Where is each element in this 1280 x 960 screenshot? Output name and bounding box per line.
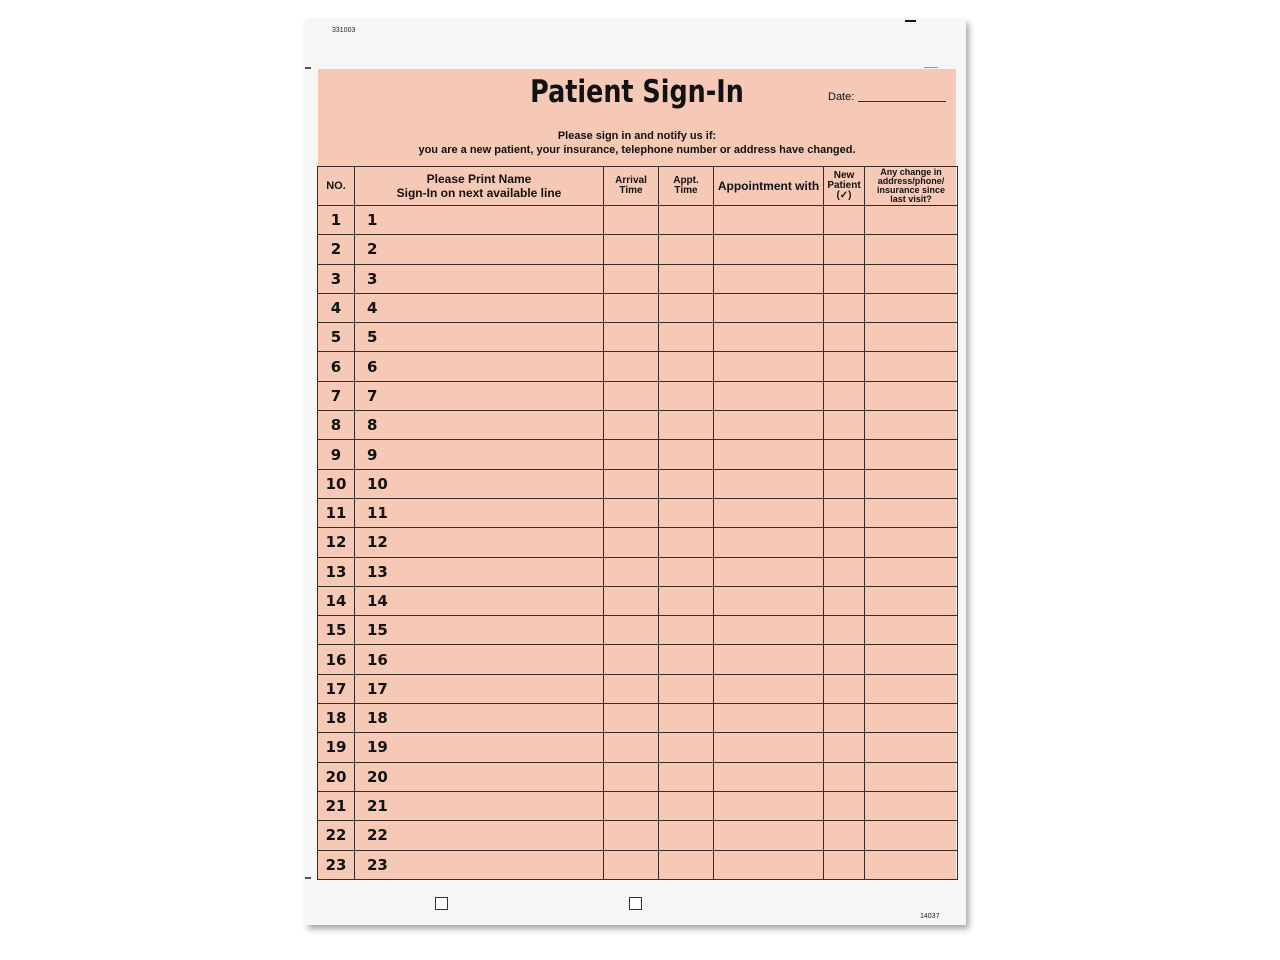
appt-time-field[interactable] (659, 293, 714, 322)
header-line: New (833, 170, 855, 181)
row-number: 23 (318, 850, 355, 879)
name-field[interactable]: 9 (355, 440, 604, 469)
notice (318, 129, 956, 157)
change-field[interactable] (865, 264, 958, 293)
appointment-with-field[interactable] (714, 206, 824, 235)
appt-time-field[interactable] (659, 674, 714, 703)
new-patient-field[interactable] (824, 411, 865, 440)
arrival-time-field[interactable] (604, 586, 659, 615)
name-field[interactable]: 7 (355, 381, 604, 410)
row-number: 15 (318, 616, 355, 645)
table-row (318, 264, 958, 293)
arrival-time-field[interactable] (604, 645, 659, 674)
table-row (318, 762, 958, 791)
header-arrival-time (604, 167, 659, 206)
table-row (318, 498, 958, 527)
arrival-time-field[interactable] (604, 674, 659, 703)
table-row (318, 733, 958, 762)
new-patient-field[interactable] (824, 616, 865, 645)
change-field[interactable] (865, 498, 958, 527)
notice-line: you are a new patient, your insurance, telephone number or address have changed. (418, 144, 856, 156)
perforation-mark (924, 67, 938, 68)
name-field[interactable]: 20 (355, 762, 604, 791)
appt-time-field[interactable] (659, 352, 714, 381)
appt-time-field[interactable] (659, 323, 714, 352)
new-patient-field[interactable] (824, 381, 865, 410)
appointment-with-field[interactable] (714, 293, 824, 322)
checkbox[interactable] (435, 897, 448, 910)
row-number: 13 (318, 557, 355, 586)
new-patient-field[interactable] (824, 498, 865, 527)
appointment-with-field[interactable] (714, 352, 824, 381)
table-row (318, 381, 958, 410)
table-row (318, 440, 958, 469)
appt-time-field[interactable] (659, 557, 714, 586)
name-field[interactable]: 16 (355, 645, 604, 674)
arrival-time-field[interactable] (604, 264, 659, 293)
change-field[interactable] (865, 791, 958, 820)
name-field[interactable]: 12 (355, 528, 604, 557)
table-row (318, 469, 958, 498)
change-field[interactable] (865, 645, 958, 674)
change-field[interactable] (865, 557, 958, 586)
name-field[interactable]: 13 (355, 557, 604, 586)
row-number: 16 (318, 645, 355, 674)
header-line: (✓) (836, 190, 852, 201)
table-row (318, 704, 958, 733)
arrival-time-field[interactable] (604, 411, 659, 440)
row-number: 6 (318, 352, 355, 381)
row-number: 11 (318, 498, 355, 527)
table-row (318, 850, 958, 879)
new-patient-field[interactable] (824, 791, 865, 820)
row-number: 19 (318, 733, 355, 762)
new-patient-field[interactable] (824, 674, 865, 703)
header-name (355, 167, 604, 206)
appointment-with-field[interactable] (714, 733, 824, 762)
change-field[interactable] (865, 411, 958, 440)
arrival-time-field[interactable] (604, 850, 659, 879)
date-field[interactable] (858, 101, 946, 102)
arrival-time-field[interactable] (604, 616, 659, 645)
appointment-with-field[interactable] (714, 616, 824, 645)
appt-time-field[interactable] (659, 850, 714, 879)
change-field[interactable] (865, 762, 958, 791)
appt-time-field[interactable] (659, 762, 714, 791)
name-field[interactable]: 1 (355, 206, 604, 235)
appointment-with-field[interactable] (714, 469, 824, 498)
perforation-mark (305, 67, 311, 69)
appt-time-field[interactable] (659, 206, 714, 235)
change-field[interactable] (865, 821, 958, 850)
table-row (318, 791, 958, 820)
header-name-line: Please Print Name (426, 172, 532, 186)
name-field[interactable]: 8 (355, 411, 604, 440)
table-row (318, 616, 958, 645)
new-patient-field[interactable] (824, 645, 865, 674)
change-field[interactable] (865, 352, 958, 381)
header-new-patient (824, 167, 865, 206)
appt-time-field[interactable] (659, 411, 714, 440)
new-patient-field[interactable] (824, 440, 865, 469)
perforation-mark (305, 877, 311, 879)
appt-time-field[interactable] (659, 469, 714, 498)
appt-time-field[interactable] (659, 381, 714, 410)
appointment-with-field[interactable] (714, 791, 824, 820)
change-field[interactable] (865, 469, 958, 498)
registration-mark (905, 20, 916, 22)
sign-in-rows (318, 206, 958, 880)
appointment-with-field[interactable] (714, 850, 824, 879)
table-row (318, 235, 958, 264)
appointment-with-field[interactable] (714, 323, 824, 352)
table-row (318, 586, 958, 615)
arrival-time-field[interactable] (604, 381, 659, 410)
appointment-with-field[interactable] (714, 381, 824, 410)
header-line: Time (619, 185, 643, 196)
row-number: 21 (318, 791, 355, 820)
name-field[interactable]: 10 (355, 469, 604, 498)
name-field[interactable]: 5 (355, 323, 604, 352)
name-field[interactable]: 21 (355, 791, 604, 820)
table-row (318, 323, 958, 352)
name-field[interactable]: 14 (355, 586, 604, 615)
name-field[interactable]: 2 (355, 235, 604, 264)
table-row (318, 645, 958, 674)
appointment-with-field[interactable] (714, 557, 824, 586)
appt-time-field[interactable] (659, 235, 714, 264)
change-field[interactable] (865, 704, 958, 733)
header-line: Arrival (615, 175, 647, 186)
change-field[interactable] (865, 323, 958, 352)
row-number: 10 (318, 469, 355, 498)
appointment-with-field[interactable] (714, 586, 824, 615)
row-number: 7 (318, 381, 355, 410)
arrival-time-field[interactable] (604, 498, 659, 527)
arrival-time-field[interactable] (604, 528, 659, 557)
row-number: 22 (318, 821, 355, 850)
new-patient-field[interactable] (824, 293, 865, 322)
header-line: Patient (827, 180, 861, 191)
change-field[interactable] (865, 206, 958, 235)
row-number: 5 (318, 323, 355, 352)
date-label: Date: (828, 91, 855, 103)
appointment-with-field[interactable] (714, 762, 824, 791)
header-line: Any change in (880, 167, 942, 177)
form-title: Patient Sign-In (530, 74, 744, 110)
appt-time-field[interactable] (659, 704, 714, 733)
change-field[interactable] (865, 235, 958, 264)
new-patient-field[interactable] (824, 850, 865, 879)
appt-time-field[interactable] (659, 586, 714, 615)
header-line: address/phone/ (877, 176, 945, 186)
appt-time-field[interactable] (659, 616, 714, 645)
arrival-time-field[interactable] (604, 791, 659, 820)
appointment-with-field[interactable] (714, 528, 824, 557)
appt-time-field[interactable] (659, 498, 714, 527)
name-field[interactable]: 11 (355, 498, 604, 527)
row-number: 1 (318, 206, 355, 235)
appointment-with-field[interactable] (714, 440, 824, 469)
arrival-time-field[interactable] (604, 557, 659, 586)
notice-line: Please sign in and notify us if: (557, 130, 717, 142)
sign-in-table (317, 166, 958, 880)
checkbox[interactable] (629, 897, 642, 910)
arrival-time-field[interactable] (604, 293, 659, 322)
appt-time-field[interactable] (659, 733, 714, 762)
appt-time-field[interactable] (659, 528, 714, 557)
appointment-with-field[interactable] (714, 235, 824, 264)
header-line: Time (674, 185, 698, 196)
row-number: 18 (318, 704, 355, 733)
header-any-change (865, 167, 958, 206)
arrival-time-field[interactable] (604, 235, 659, 264)
arrival-time-field[interactable] (604, 440, 659, 469)
arrival-time-field[interactable] (604, 323, 659, 352)
appointment-with-field[interactable] (714, 674, 824, 703)
change-field[interactable] (865, 616, 958, 645)
row-number: 9 (318, 440, 355, 469)
arrival-time-field[interactable] (604, 704, 659, 733)
arrival-time-field[interactable] (604, 352, 659, 381)
name-field[interactable]: 15 (355, 616, 604, 645)
name-field[interactable]: 23 (355, 850, 604, 879)
appointment-with-field[interactable] (714, 411, 824, 440)
new-patient-field[interactable] (824, 352, 865, 381)
header-name-line: Sign-In on next available line (396, 186, 562, 200)
table-row (318, 293, 958, 322)
appointment-with-field[interactable] (714, 498, 824, 527)
table-row (318, 557, 958, 586)
change-field[interactable] (865, 850, 958, 879)
table-row (318, 821, 958, 850)
header-line: Appt. (673, 175, 699, 186)
row-number: 17 (318, 674, 355, 703)
appt-time-field[interactable] (659, 821, 714, 850)
header-appt-time (659, 167, 714, 206)
new-patient-field[interactable] (824, 264, 865, 293)
new-patient-field[interactable] (824, 762, 865, 791)
appt-time-field[interactable] (659, 791, 714, 820)
new-patient-field[interactable] (824, 206, 865, 235)
appt-time-field[interactable] (659, 264, 714, 293)
table-row (318, 206, 958, 235)
new-patient-field[interactable] (824, 821, 865, 850)
row-number: 12 (318, 528, 355, 557)
new-patient-field[interactable] (824, 557, 865, 586)
row-number: 20 (318, 762, 355, 791)
name-field[interactable]: 3 (355, 264, 604, 293)
arrival-time-field[interactable] (604, 733, 659, 762)
name-field[interactable]: 17 (355, 674, 604, 703)
change-field[interactable] (865, 528, 958, 557)
new-patient-field[interactable] (824, 235, 865, 264)
row-number: 4 (318, 293, 355, 322)
form-code: 331003 (332, 27, 356, 34)
appt-time-field[interactable] (659, 645, 714, 674)
row-number: 14 (318, 586, 355, 615)
change-field[interactable] (865, 733, 958, 762)
header-line: last visit? (890, 194, 932, 204)
header-row (318, 167, 958, 206)
appointment-with-field[interactable] (714, 264, 824, 293)
change-field[interactable] (865, 586, 958, 615)
change-field[interactable] (865, 381, 958, 410)
change-field[interactable] (865, 293, 958, 322)
appointment-with-field[interactable] (714, 821, 824, 850)
row-number: 2 (318, 235, 355, 264)
new-patient-field[interactable] (824, 469, 865, 498)
new-patient-field[interactable] (824, 323, 865, 352)
arrival-time-field[interactable] (604, 206, 659, 235)
arrival-time-field[interactable] (604, 821, 659, 850)
row-number: 8 (318, 411, 355, 440)
form-number: 14037 (920, 913, 940, 920)
appt-time-field[interactable] (659, 440, 714, 469)
header-line: insurance since (876, 185, 946, 195)
table-row (318, 528, 958, 557)
name-field[interactable]: 18 (355, 704, 604, 733)
name-field[interactable]: 22 (355, 821, 604, 850)
arrival-time-field[interactable] (604, 762, 659, 791)
change-field[interactable] (865, 674, 958, 703)
header-appointment-with: Appointment with (714, 167, 824, 206)
new-patient-field[interactable] (824, 733, 865, 762)
new-patient-field[interactable] (824, 528, 865, 557)
table-row (318, 674, 958, 703)
change-field[interactable] (865, 440, 958, 469)
table-row (318, 352, 958, 381)
name-field[interactable]: 6 (355, 352, 604, 381)
new-patient-field[interactable] (824, 704, 865, 733)
appointment-with-field[interactable] (714, 645, 824, 674)
new-patient-field[interactable] (824, 586, 865, 615)
name-field[interactable]: 19 (355, 733, 604, 762)
header-no: NO. (318, 167, 355, 206)
row-number: 3 (318, 264, 355, 293)
name-field[interactable]: 4 (355, 293, 604, 322)
table-row (318, 411, 958, 440)
appointment-with-field[interactable] (714, 704, 824, 733)
arrival-time-field[interactable] (604, 469, 659, 498)
